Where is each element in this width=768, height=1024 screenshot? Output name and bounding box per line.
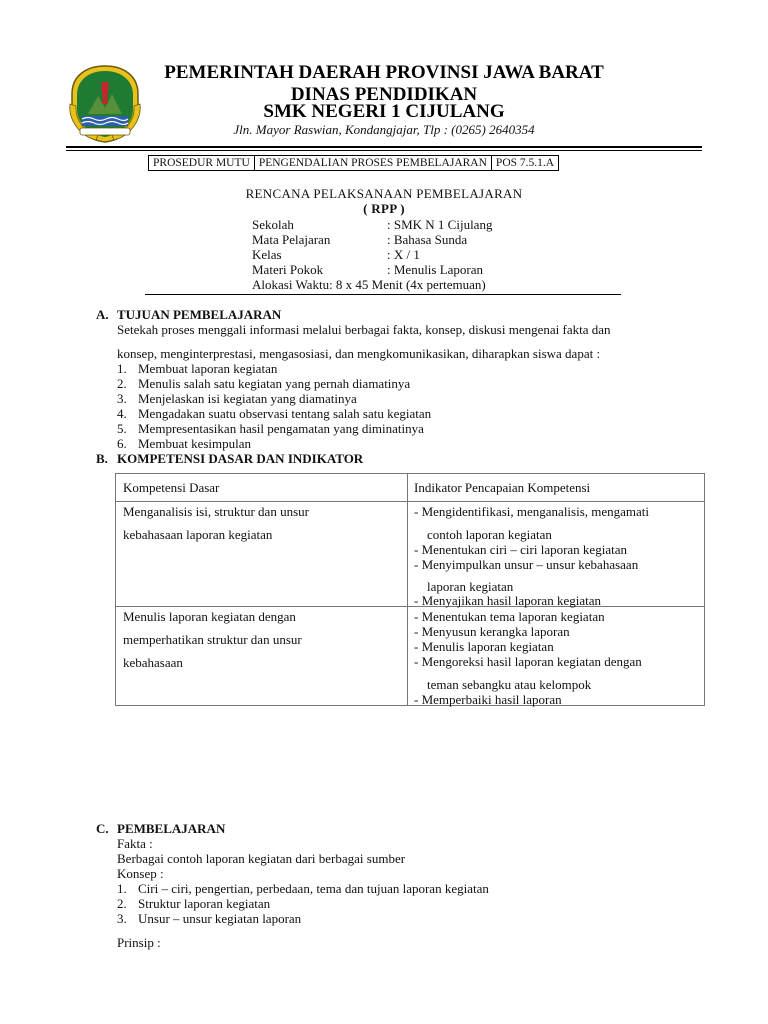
meta-label-subject: Mata Pelajaran <box>252 232 331 247</box>
meta-label-topic: Materi Pokok <box>252 262 324 277</box>
objective-item: 2. Menulis salah satu kegiatan yang pernah diamatinya <box>117 376 411 391</box>
section-b-title: KOMPETENSI DASAR DAN INDIKATOR <box>117 451 364 466</box>
competency-text: kebahasaan laporan kegiatan <box>123 527 273 542</box>
competency-table <box>115 473 705 706</box>
indicator-item: - Menyusun kerangka laporan <box>414 624 570 639</box>
indicator-item: - Menulis laporan kegiatan <box>414 639 554 654</box>
section-a-heading <box>96 307 281 322</box>
konsep-item: 3. Unsur – unsur kegiatan laporan <box>117 911 302 926</box>
competency-cell <box>116 502 408 607</box>
indicator-item-continued: laporan kegiatan <box>427 579 514 594</box>
indicator-item: - Mengidentifikasi, menganalisis, mengamati <box>414 504 650 519</box>
indicator-item-continued: contoh laporan kegiatan <box>427 527 552 542</box>
header-divider-thick <box>66 146 702 148</box>
section-a-intro-line1: Setekah proses menggali informasi melalui berbagai fakta, konsep, diskusi mengenai fakta dan <box>117 322 611 337</box>
indicator-col-header: Indikator Pencapaian Kompetensi <box>414 480 591 495</box>
indicator-item: - Menyajikan hasil laporan kegiatan <box>414 593 601 608</box>
indicator-item: - Mengoreksi hasil laporan kegiatan dengan <box>414 654 642 669</box>
indicator-cell <box>408 607 705 706</box>
konsep-item: 1. Ciri – ciri, pengertian, perbedaan, tema dan tujuan laporan kegiatan <box>117 881 489 896</box>
objective-item: 5. Mempresentasikan hasil pengamatan yang diminatinya <box>117 421 424 436</box>
meta-value-school: : SMK N 1 Cijulang <box>387 217 493 232</box>
objective-item: 4. Mengadakan suatu observasi tentang salah satu kegiatan <box>117 406 432 421</box>
konsep-label: Konsep : <box>117 866 164 881</box>
objective-item: 6. Membuat kesimpulan <box>117 436 252 451</box>
section-a-title: TUJUAN PEMBELAJARAN <box>117 307 282 322</box>
procedure-control-label: PENGENDALIAN PROSES PEMBELAJARAN <box>254 156 491 171</box>
konsep-item: 2. Struktur laporan kegiatan <box>117 896 271 911</box>
meta-value-class: : X / 1 <box>387 247 420 262</box>
indicator-header-cell <box>408 474 705 502</box>
header-department-name: DINAS PENDIDIKAN <box>290 84 478 105</box>
section-b-letter: B. <box>96 451 108 466</box>
indicator-item: - Menentukan ciri – ciri laporan kegiatan <box>414 542 627 557</box>
section-a-intro-line2: konsep, menginterprestasi, mengasosiasi, dan mengkomunikasikan, diharapkan siswa dapat : <box>117 346 601 361</box>
meta-value-topic: : Menulis Laporan <box>387 262 484 277</box>
indicator-item: - Memperbaiki hasil laporan <box>414 692 562 707</box>
competency-text: Menulis laporan kegiatan dengan <box>123 609 296 624</box>
prinsip-label: Prinsip : <box>117 935 161 950</box>
section-c-title: PEMBELAJARAN <box>117 821 226 836</box>
indicator-item: - Menyimpulkan unsur – unsur kebahasaan <box>414 557 639 572</box>
indicator-item-continued: teman sebangku atau kelompok <box>427 677 592 692</box>
competency-header-cell <box>116 474 408 502</box>
section-c-letter: C. <box>96 821 109 836</box>
competency-text: memperhatikan struktur dan unsur <box>123 632 302 647</box>
header-school-name: SMK NEGERI 1 CIJULANG <box>263 101 505 122</box>
objective-item: 1. Membuat laporan kegiatan <box>117 361 278 376</box>
meta-divider <box>145 294 621 295</box>
meta-time-allocation: Alokasi Waktu: 8 x 45 Menit (4x pertemuan) <box>252 277 486 292</box>
west-java-seal-logo <box>66 64 144 144</box>
fakta-label: Fakta : <box>117 836 153 851</box>
meta-label-school: Sekolah <box>252 217 294 232</box>
document-subtitle: ( RPP ) <box>363 201 405 216</box>
procedure-code: POS 7.5.1.A <box>491 156 558 171</box>
indicator-item: - Menentukan tema laporan kegiatan <box>414 609 605 624</box>
header-government-name: PEMERINTAH DAERAH PROVINSI JAWA BARAT <box>164 62 604 83</box>
document-title: RENCANA PELAKSANAAN PEMBELAJARAN <box>245 186 523 201</box>
meta-value-subject: : Bahasa Sunda <box>387 232 468 247</box>
competency-col-header: Kompetensi Dasar <box>123 480 220 495</box>
indicator-cell <box>408 502 705 607</box>
procedure-quality-label: PROSEDUR MUTU <box>149 156 255 171</box>
header-address: Jln. Mayor Raswian, Kondangjajar, Tlp : (0265) 2640354 <box>233 122 535 137</box>
procedure-table <box>148 155 559 171</box>
meta-label-class: Kelas <box>252 247 282 262</box>
competency-text: kebahasaan <box>123 655 183 670</box>
fakta-text: Berbagai contoh laporan kegiatan dari berbagai sumber <box>117 851 406 866</box>
header-divider-thin <box>66 150 702 151</box>
section-b-heading <box>96 451 363 466</box>
competency-cell <box>116 607 408 706</box>
objective-item: 3. Menjelaskan isi kegiatan yang diamatinya <box>117 391 357 406</box>
section-a-letter: A. <box>96 307 109 322</box>
competency-text: Menganalisis isi, struktur dan unsur <box>123 504 309 519</box>
section-c-heading <box>96 821 225 836</box>
